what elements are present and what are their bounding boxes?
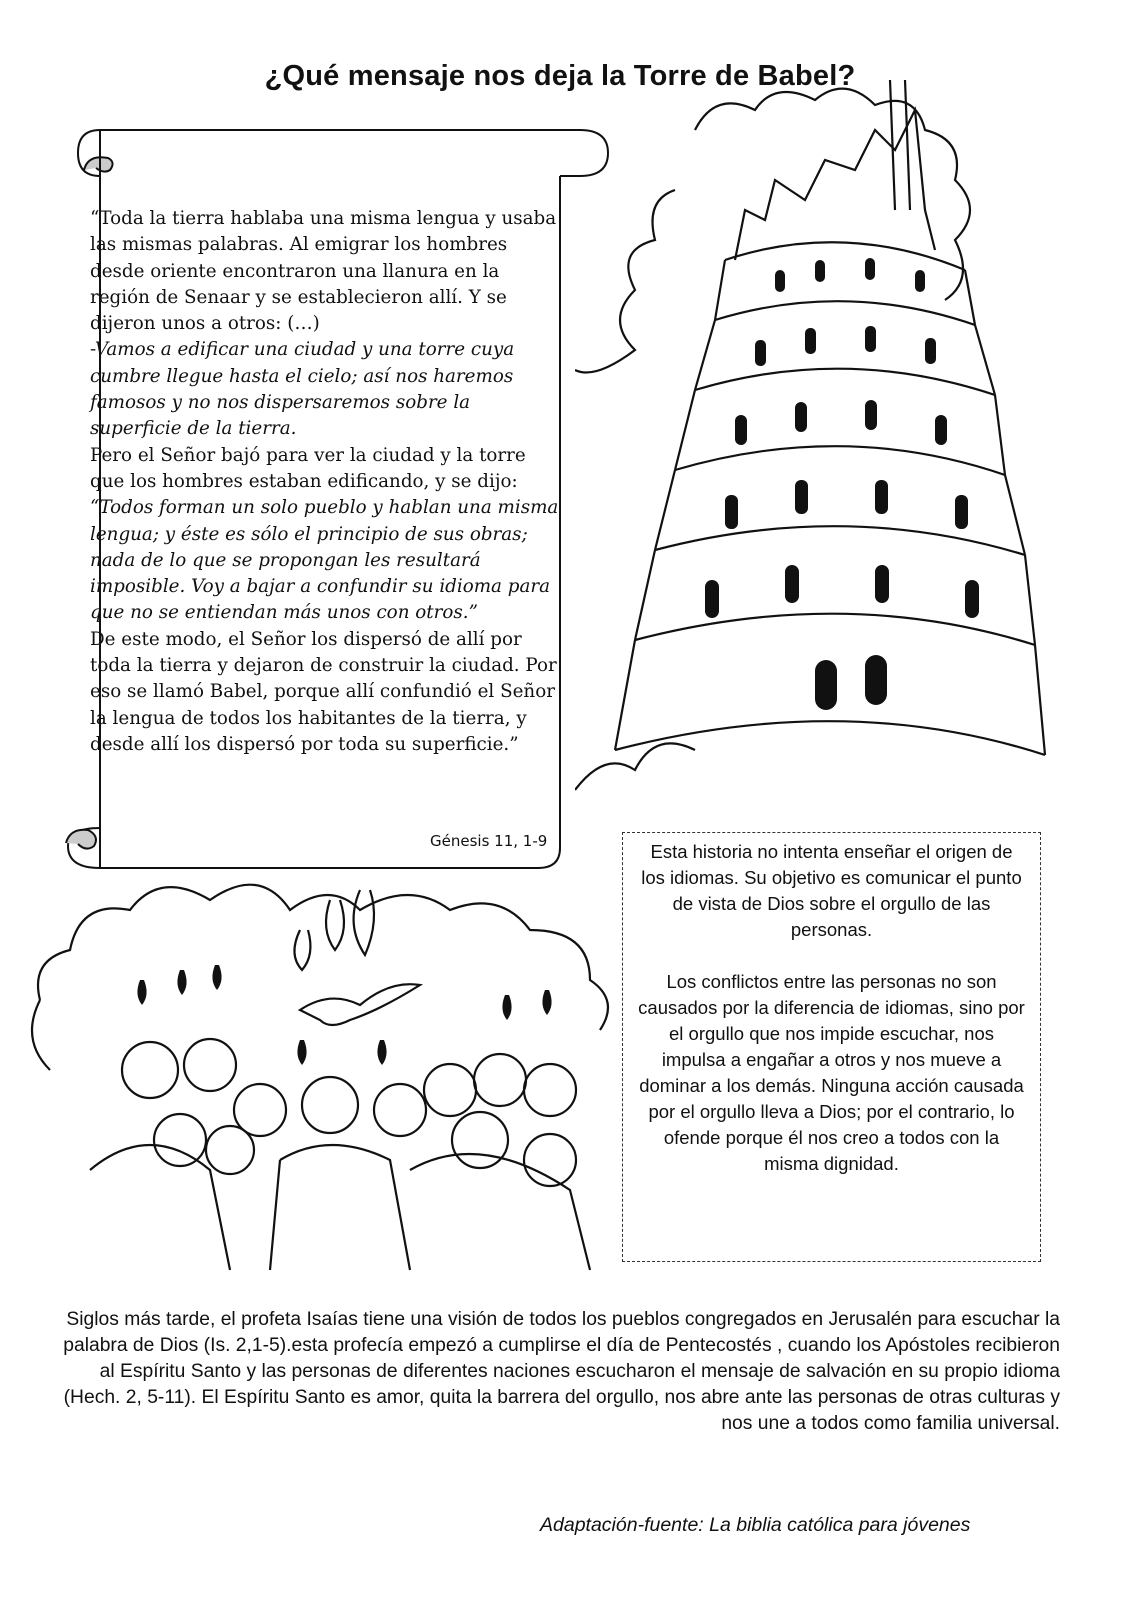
- tower-icon: [575, 70, 1095, 830]
- explanation-box: [622, 832, 1041, 1262]
- scripture-paragraph: “Todos forman un solo pueblo y hablan una misma lengua; y éste es sólo el principio de sus obras; nada de lo que se propongan les resultará imposible. Voy a bajar a confundir su idioma para que no se entiendan más unos con otros.”: [90, 497, 559, 624]
- scripture-paragraph: Pero el Señor bajó para ver la ciudad y la torre que los hombres estaban edificando, y se dijo:: [90, 444, 526, 492]
- scripture-paragraph: De este modo, el Señor los dispersó de allí por toda la tierra y dejaron de construir la ciudad. Por eso se llamó Babel, porque allí confundió el Señor la lengua de todos los habitantes de la tierra, y desde allí los dispersó por toda su superficie.”: [90, 628, 557, 755]
- scripture-citation: Génesis 11, 1-9: [430, 832, 548, 850]
- pentecost-icon: [30, 870, 630, 1290]
- page-title: ¿Qué mensaje nos deja la Torre de Babel?: [264, 60, 856, 92]
- scripture-quote: [90, 206, 560, 758]
- tower-of-babel-illustration: [575, 70, 1095, 830]
- scripture-paragraph: -Vamos a edificar una ciudad y una torre cuya cumbre llegue hasta el cielo; así nos haremos famosos y no nos dispersaremos sobre la superficie de la tierra.: [90, 339, 515, 440]
- explanation-paragraph: Esta historia no intenta enseñar el origen de los idiomas. Su objetivo es comunicar el punto de vista de Dios sobre el orgullo de las personas.: [641, 841, 1022, 940]
- pentecost-illustration: [30, 870, 630, 1290]
- scripture-paragraph: “Toda la tierra hablaba una misma lengua y usaba las mismas palabras. Al emigrar los hombres desde oriente encontraron una llanura en la región de Senaar y se establecieron allí. Y se dijeron unos a otros: (…): [90, 208, 557, 335]
- explanation-paragraph: Los conflictos entre las personas no son causados por la diferencia de idiomas, sino por el orgullo que nos impide escuchar, nos impulsa a engañar a otros y nos mueve a dominar a los demás. Ninguna acción causada por el orgullo lleva a Dios; por el contrario, lo ofende porque él nos creo a todos con la misma dignidad.: [638, 971, 1025, 1174]
- source-credit: Adaptación-fuente: La biblia católica para jóvenes: [540, 1514, 971, 1536]
- pentecost-paragraph: Siglos más tarde, el profeta Isaías tiene una visión de todos los pueblos congregados en Jerusalén para escuchar la palabra de Dios (Is. 2,1-5).esta profecía empezó a cumplirse el día de Pentecostés , cuando los Apóstoles recibieron al Espíritu Santo y las personas de diferentes naciones escucharon el mensaje de salvación en su propio idioma (Hech. 2, 5-11). El Espíritu Santo es amor, quita la barrera del orgullo, nos abre ante las personas de otras culturas y nos une a todos como familia universal.: [63, 1309, 1060, 1434]
